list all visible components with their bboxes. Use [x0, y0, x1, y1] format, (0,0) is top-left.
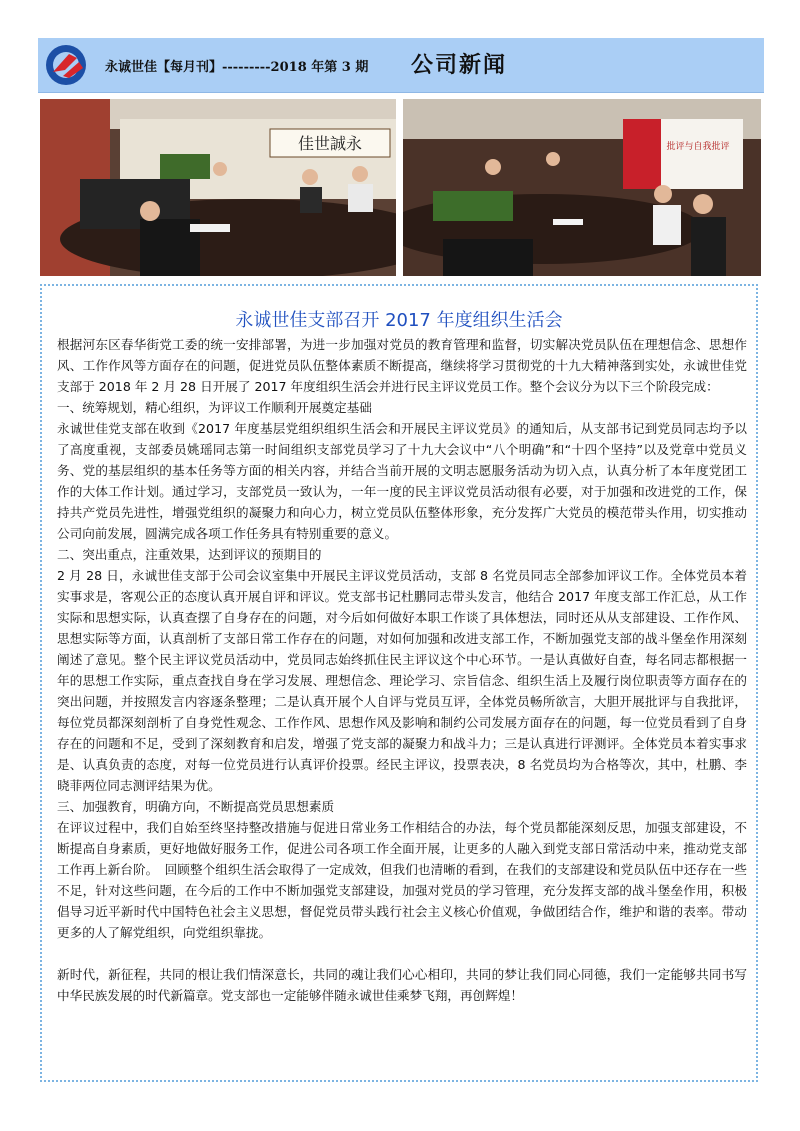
meeting-photo-right — [403, 99, 761, 276]
company-logo-icon — [43, 42, 89, 88]
section-paragraph-3: 在评议过程中，我们自始至终坚持整改措施与促进日常业务工作相结合的办法，每个党员都能深刻反思，加强支部建设，不断提高自身素质，更好地做好服务工作，促进公司各项工作全面开展，让更多的人融入到党支部日常活动中来，推动党支部工作再上新台阶。 回顾整个组织生活会取得了一定成效，但我们也清晰的看到，在我们的支部建设和党员队伍中还存在一些不足，针对这些问题，在今后的工作中不断加强党支部建设，加强对党员的学习管理，充分发挥支部的战斗堡垒作用，积极倡导习近平新时代中国特色社会主义思想，督促党员带头践行社会主义核心价值观，争做团结合作，维护和谐的表率。带动更多的人了解党组织，向党组织靠拢。 — [57, 820, 747, 940]
section-paragraph-1: 永诚世佳党支部在收到《2017 年度基层党组织组织生活会和开展民主评议党员》的通知后，从支部书记到党员同志均予以了高度重视，支部委员姚瑶同志第一时间组织支部党员学习了十九大会议中“八个明确”和“十四个坚持”以及党章中党员义务、党的基层组织的基本任务等方面的相关内容，并结合当前开展的文明志愿服务活动为切入点，认真分析了本年度党团工作的大体工作计划。通过学习，支部党员一致认为，一年一度的民主评议党员活动很有必要，对于加强和改进党的工作，保持共产党员先进性，增强党组织的凝聚力和向心力，树立党员队伍整体形象，充分发挥广大党员的模范带头作用，切实推动公司向前发展，圆满完成各项工作任务具有特别重要的意义。 — [57, 421, 747, 541]
article-box — [40, 284, 758, 1082]
section-paragraph-2: 2 月 28 日，永诚世佳支部于公司会议室集中开展民主评议党员活动，支部 8 名党员同志全部参加评议工作。全体党员本着实事求是，客观公正的态度认真开展自评和评议。党支部书记杜鹏同志带头发言，他结合 2017 年度支部工作汇总，从工作实际和思想实际，认真查摆了自身存在的问题，对今后如何做好本职工作谈了具体想法，同时还从从支部建设、工作作风、思想实际等方面，认真剖析了支部日常工作存在的问题，对如何加强和改进支部工作，不断加强党支部的战斗堡垒作用深刻阐述了意见。整个民主评议党员活动中，党员同志始终抓住民主评议这个中心环节。一是认真做好自查，每名同志都根据一年的思想工作实际，重点查找自身在学习发展、理想信念、理论学习、宗旨信念、组织生活上及履行岗位职责等方面存在的突出问题，并按照发言内容逐条整理；二是认真开展个人自评与党员互评，全体党员畅所欲言，大胆开展批评与自我批评，每位党员都深刻剖析了自身党性观念、工作作风、思想作风及影响和制约公司发展方面存在的问题，每一位党员看到了自身存在的问题和不足，受到了深刻教育和启发，增强了党支部的凝聚力和战斗力；三是认真进行评测评。全体党员本着实事求是、认真负责的态度，对每一位党员进行认真评价投票。经民主评议，投票表决，8 名党员均为合格等次，其中，杜鹏、李晓菲两位同志测评结果为优。 — [57, 568, 747, 793]
section-heading-2: 二、突出重点，注重效果，达到评议的预期目的 — [57, 547, 322, 562]
intro-paragraph: 根据河东区春华街党工委的统一安排部署，为进一步加强对党员的教育管理和监督，切实解决党员队伍在理想信念、思想作风、工作作风等方面存在的问题，促进党员队伍整体素质不断提高，继续将学习贯彻党的十九大精神落到实处，永诚世佳党支部于 2018 年 2 月 28 日开展了 2017 年度组织生活会并进行民主评议党员工作。整个会议分为以下三个阶段完成： — [57, 337, 747, 394]
article-title: 永诚世佳支部召开 2017 年度组织生活会 — [235, 310, 563, 331]
section-title: 公司新闻 — [411, 53, 508, 78]
meeting-photo-left — [40, 99, 396, 276]
section-heading-3: 三、加强教育，明确方向，不断提高党员思想素质 — [57, 799, 335, 814]
newsletter-header — [38, 38, 764, 93]
section-heading-1: 一、统筹规划，精心组织，为评议工作顺利开展奠定基础 — [57, 400, 372, 415]
issue-line: 永诚世佳【每月刊】---------2018 年第 3 期 — [105, 60, 369, 75]
article-body — [57, 334, 747, 1006]
projector-slide-title: 批评与自我批评 — [666, 142, 730, 152]
closing-paragraph: 新时代，新征程，共同的根让我们情深意长，共同的魂让我们心心相印，共同的梦让我们同心同德，我们一定能够共同书写中华民族发展的时代新篇章。党支部也一定能够伴随永诚世佳乘梦飞翔，再创辉煌！ — [57, 967, 747, 1003]
wall-sign: 佳世誠永 — [297, 134, 363, 153]
